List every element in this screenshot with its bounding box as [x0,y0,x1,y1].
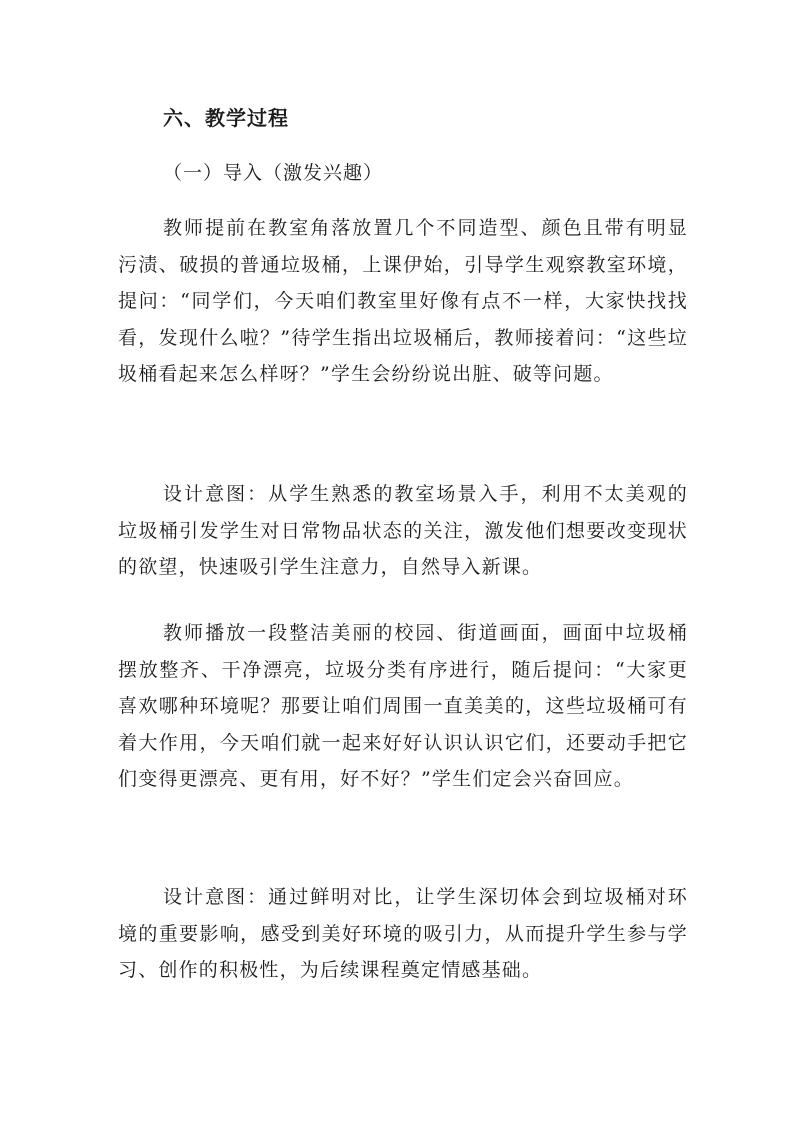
paragraph-video-activity: 教师播放一段整洁美丽的校园、街道画面，画面中垃圾桶摆放整齐、干净漂亮，垃圾分类有序进行，随后提问：“大家更喜欢哪种环境呢？那要让咱们周围一直美美的，这些垃圾桶可有着大作用，今天咱们就一起来好好认识认识它们，还要动手把它们变得更漂亮、更有用，好不好？”学生们定会兴奋回应。 [118,622,688,790]
section-heading: 六、教学过程 [163,106,289,130]
paragraph-intro-activity: 教师提前在教室角落放置几个不同造型、颜色且带有明显污渍、破损的普通垃圾桶，上课伊始，引导学生观察教室环境，提问：“同学们，今天咱们教室里好像有点不一样，大家快找找看，发现什么啦？”待学生指出垃圾桶后，教师接着问：“这些垃圾桶看起来怎么样呀？”学生会纷纷说出脏、破等问题。 [118,217,688,385]
paragraph-design-intent-1: 设计意图：从学生熟悉的教室场景入手，利用不太美观的垃圾桶引发学生对日常物品状态的关注，激发他们想要改变现状的欲望，快速吸引学生注意力，自然导入新课。 [118,483,688,578]
subsection-heading: （一）导入（激发兴趣） [163,162,384,184]
paragraph-design-intent-2: 设计意图：通过鲜明对比，让学生深切体会到垃圾桶对环境的重要影响，感受到美好环境的吸引力，从而提升学生参与学习、创作的积极性，为后续课程奠定情感基础。 [118,886,688,981]
